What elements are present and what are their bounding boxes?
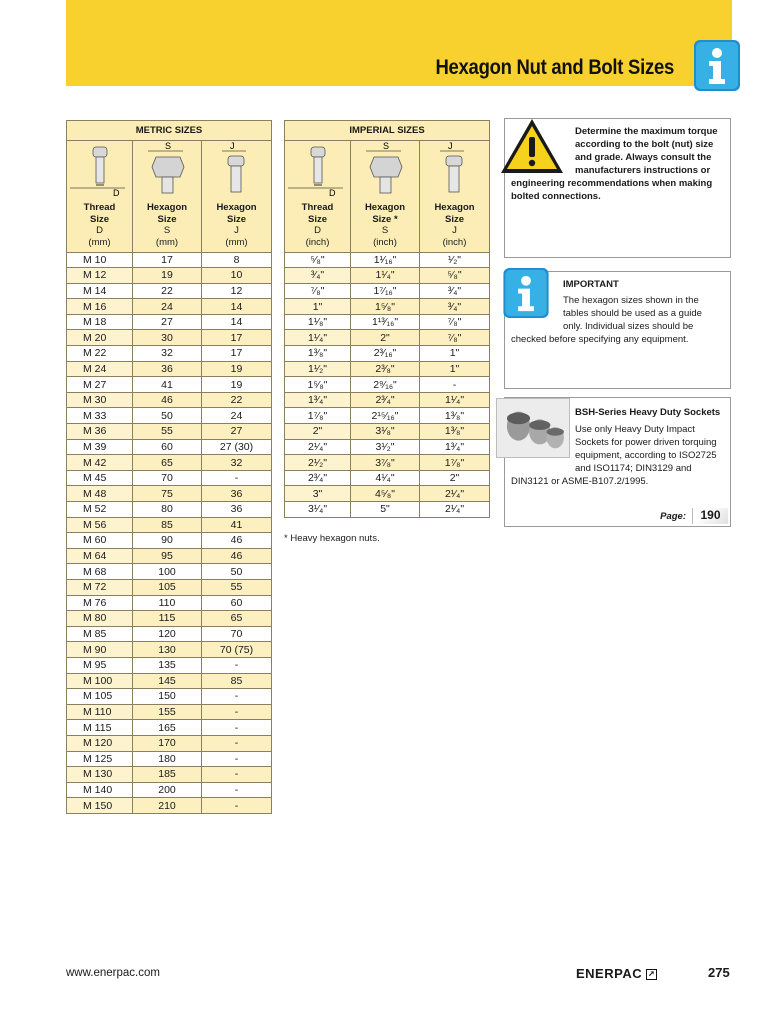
table-cell: 110 <box>133 595 202 611</box>
important-line: tables should be used as a guide <box>563 308 702 319</box>
table-cell: M 60 <box>67 533 133 549</box>
table-cell: M 140 <box>67 782 133 798</box>
table-cell: 85 <box>133 517 202 533</box>
table-cell: - <box>202 751 272 767</box>
table-cell: 1¹⁄₄" <box>285 330 351 346</box>
table-cell: ³⁄₄" <box>285 268 351 284</box>
table-cell: 19 <box>133 268 202 284</box>
table-row <box>285 252 490 268</box>
table-cell: M 85 <box>67 626 133 642</box>
dim-s-label: S <box>165 141 172 151</box>
table-cell: 2" <box>351 330 420 346</box>
table-cell: 145 <box>133 673 202 689</box>
col-hexagon-size-j: Hexagon Size J (inch) <box>420 200 490 252</box>
table-row <box>67 299 272 315</box>
table-row <box>67 330 272 346</box>
table-cell: 19 <box>202 377 272 393</box>
page-ref-label: Page: <box>660 511 686 522</box>
table-cell: 30 <box>133 330 202 346</box>
table-row <box>285 283 490 299</box>
table-row <box>67 782 272 798</box>
table-cell: 130 <box>133 642 202 658</box>
table-cell: 27 (30) <box>202 439 272 455</box>
table-cell: 210 <box>133 798 202 814</box>
table-cell: 65 <box>202 611 272 627</box>
table-cell: ⁷⁄₈" <box>285 283 351 299</box>
table-cell: 150 <box>133 689 202 705</box>
info-icon <box>501 266 551 320</box>
table-cell: 1" <box>285 299 351 315</box>
table-row <box>285 268 490 284</box>
table-cell: M 52 <box>67 502 133 518</box>
thread-diagram-icon <box>285 141 351 201</box>
bsh-line: Use only Heavy Duty Impact <box>575 424 695 435</box>
socket-photo <box>496 398 570 458</box>
table-row <box>285 377 490 393</box>
table-row <box>285 486 490 502</box>
table-cell: 60 <box>133 439 202 455</box>
table-cell: M 95 <box>67 657 133 673</box>
table-row <box>67 470 272 486</box>
imperial-sizes-table <box>284 120 490 518</box>
table-cell: 1³⁄₄" <box>420 439 490 455</box>
bsh-line: DIN3121 or ASME-B107.2/1995. <box>511 476 649 487</box>
table-cell: 17 <box>133 252 202 268</box>
table-cell: 55 <box>133 424 202 440</box>
table-row <box>285 455 490 471</box>
table-row <box>67 751 272 767</box>
table-cell: 1¹⁄₄" <box>351 268 420 284</box>
table-row <box>67 767 272 783</box>
table-cell: 1⁷⁄₁₆" <box>351 283 420 299</box>
important-line: only. Individual sizes should be <box>563 321 694 332</box>
table-row <box>67 314 272 330</box>
table-row <box>67 392 272 408</box>
table-row <box>67 798 272 814</box>
table-row <box>285 314 490 330</box>
table-cell: 14 <box>202 314 272 330</box>
table-cell: M 120 <box>67 735 133 751</box>
table-cell: 17 <box>202 346 272 362</box>
brand-logo: ENERPAC ➚ <box>576 966 656 981</box>
warning-line: according to the bolt (nut) size <box>575 139 714 150</box>
col-thread-size: Thread Size D (mm) <box>67 200 133 252</box>
table-cell: M 64 <box>67 548 133 564</box>
table-cell: 32 <box>202 455 272 471</box>
table-cell: ¹⁄₂" <box>420 252 490 268</box>
thread-diagram-icon <box>67 141 133 201</box>
table-row <box>67 626 272 642</box>
table-cell: 36 <box>133 361 202 377</box>
socket-bolt-diagram-icon <box>420 141 490 201</box>
table-row <box>285 330 490 346</box>
table-cell: 70 (75) <box>202 642 272 658</box>
table-cell: 17 <box>202 330 272 346</box>
table-cell: - <box>202 735 272 751</box>
table-cell: M 36 <box>67 424 133 440</box>
table-cell: 75 <box>133 486 202 502</box>
table-cell: 4¹⁄₄" <box>351 470 420 486</box>
table-cell: M 14 <box>67 283 133 299</box>
table-cell: 1¹³⁄₁₆" <box>351 314 420 330</box>
table-row <box>285 392 490 408</box>
table-cell: 1¹⁄₁₆" <box>351 252 420 268</box>
table-cell: 10 <box>202 268 272 284</box>
bsh-line: Sockets for power driven torquing <box>575 437 717 448</box>
table-cell: 1³⁄₈" <box>285 346 351 362</box>
table-cell: 1⁵⁄₈" <box>285 377 351 393</box>
table-cell: 2⁹⁄₁₆" <box>351 377 420 393</box>
table-cell: M 110 <box>67 704 133 720</box>
table-cell: ⁵⁄₈" <box>285 252 351 268</box>
hex-bolt-diagram-icon <box>133 141 202 201</box>
warning-line: manufacturers instructions or <box>575 165 711 176</box>
col-hexagon-size-j: Hexagon Size J (mm) <box>202 200 272 252</box>
table-cell: M 80 <box>67 611 133 627</box>
table-cell: M 10 <box>67 252 133 268</box>
table-row <box>67 424 272 440</box>
table-row <box>67 564 272 580</box>
table-cell: 170 <box>133 735 202 751</box>
table-cell: 2¹⁄₄" <box>420 502 490 518</box>
table-row <box>67 720 272 736</box>
table-cell: 14 <box>202 299 272 315</box>
table-cell: 46 <box>202 548 272 564</box>
table-cell: 70 <box>202 626 272 642</box>
table-cell: 2³⁄₄" <box>285 470 351 486</box>
table-cell: M 105 <box>67 689 133 705</box>
table-cell: 46 <box>202 533 272 549</box>
table-cell: - <box>202 657 272 673</box>
important-box <box>504 271 731 389</box>
table-cell: ⁵⁄₈" <box>420 268 490 284</box>
table-cell: 90 <box>133 533 202 549</box>
table-cell: M 115 <box>67 720 133 736</box>
col-thread-size: Thread Size D (inch) <box>285 200 351 252</box>
table-row <box>67 439 272 455</box>
table-row <box>67 673 272 689</box>
table-cell: 8 <box>202 252 272 268</box>
table-cell: 3¹⁄₈" <box>351 424 420 440</box>
table-cell: M 48 <box>67 486 133 502</box>
table-cell: 70 <box>133 470 202 486</box>
table-cell: 100 <box>133 564 202 580</box>
table-cell: 41 <box>202 517 272 533</box>
table-row <box>67 346 272 362</box>
table-cell: 2¹⁄₄" <box>285 439 351 455</box>
table-cell: 2³⁄₁₆" <box>351 346 420 362</box>
table-cell: M 72 <box>67 579 133 595</box>
table-row <box>285 424 490 440</box>
table-cell: 180 <box>133 751 202 767</box>
table-cell: 1⁷⁄₈" <box>420 455 490 471</box>
table-cell: 36 <box>202 502 272 518</box>
table-cell: 1⁷⁄₈" <box>285 408 351 424</box>
table-row <box>67 486 272 502</box>
table-cell: - <box>202 470 272 486</box>
table-cell: ³⁄₄" <box>420 299 490 315</box>
table-cell: ⁷⁄₈" <box>420 330 490 346</box>
table-cell: 120 <box>133 626 202 642</box>
table-cell: M 76 <box>67 595 133 611</box>
dim-j-label: J <box>448 141 453 151</box>
table-cell: M 56 <box>67 517 133 533</box>
logo-mark-icon: ➚ <box>648 969 656 979</box>
info-icon <box>692 38 742 93</box>
table-row <box>67 252 272 268</box>
table-cell: ³⁄₄" <box>420 283 490 299</box>
table-cell: 85 <box>202 673 272 689</box>
table-cell: 2¹⁄₄" <box>420 486 490 502</box>
table-row <box>67 377 272 393</box>
table-cell: 1¹⁄₄" <box>420 392 490 408</box>
table-cell: 1¹⁄₈" <box>285 314 351 330</box>
dim-s-label: S <box>383 141 390 151</box>
table-cell: 27 <box>202 424 272 440</box>
bsh-sockets-box <box>504 397 731 527</box>
table-row <box>67 533 272 549</box>
table-cell: 2³⁄₈" <box>351 361 420 377</box>
table-cell: M 24 <box>67 361 133 377</box>
table-row <box>285 439 490 455</box>
table-row <box>67 735 272 751</box>
table-cell: 1³⁄₈" <box>420 424 490 440</box>
table-cell: M 150 <box>67 798 133 814</box>
table-cell: 46 <box>133 392 202 408</box>
table-cell: 12 <box>202 283 272 299</box>
footer-url-link[interactable]: www.enerpac.com <box>66 967 160 979</box>
table-cell: 65 <box>133 455 202 471</box>
warning-line: engineering recommendations when making <box>511 178 713 189</box>
page-title: Hexagon Nut and Bolt Sizes <box>435 56 674 79</box>
table-cell: 115 <box>133 611 202 627</box>
warning-triangle-icon <box>497 115 567 177</box>
table-row <box>285 408 490 424</box>
table-cell: M 18 <box>67 314 133 330</box>
table-cell: 185 <box>133 767 202 783</box>
warning-line: bolted connections. <box>511 191 601 202</box>
table-cell: 41 <box>133 377 202 393</box>
warning-line: Determine the maximum torque <box>575 126 718 137</box>
table-cell: M 90 <box>67 642 133 658</box>
table-row <box>67 268 272 284</box>
table-cell: M 45 <box>67 470 133 486</box>
table-row <box>285 299 490 315</box>
table-cell: 36 <box>202 486 272 502</box>
page-number: 275 <box>708 965 730 980</box>
table-cell: 1³⁄₄" <box>285 392 351 408</box>
table-cell: M 125 <box>67 751 133 767</box>
metric-sizes-table <box>66 120 272 814</box>
table-cell: - <box>202 782 272 798</box>
table-cell: 5" <box>351 502 420 518</box>
important-line: The hexagon sizes shown in the <box>563 295 699 306</box>
table-cell: 3⁷⁄₈" <box>351 455 420 471</box>
table-cell: M 30 <box>67 392 133 408</box>
table-row <box>67 611 272 627</box>
table-cell: 165 <box>133 720 202 736</box>
table-cell: 2¹⁄₂" <box>285 455 351 471</box>
table-cell: 60 <box>202 595 272 611</box>
table-cell: 3¹⁄₄" <box>285 502 351 518</box>
table-cell: M 68 <box>67 564 133 580</box>
table-cell: 1¹⁄₂" <box>285 361 351 377</box>
bsh-line: equipment, according to ISO2725 <box>575 450 717 461</box>
table-cell: M 12 <box>67 268 133 284</box>
dim-d-label: D <box>329 188 336 197</box>
table-row <box>67 283 272 299</box>
table-cell: M 130 <box>67 767 133 783</box>
hex-bolt-diagram-icon <box>351 141 420 201</box>
table-cell: 24 <box>202 408 272 424</box>
table-cell: M 20 <box>67 330 133 346</box>
imperial-footnote: * Heavy hexagon nuts. <box>284 533 380 544</box>
dim-d-label: D <box>113 188 120 197</box>
table-cell: 200 <box>133 782 202 798</box>
table-row <box>67 502 272 518</box>
table-cell: 32 <box>133 346 202 362</box>
metric-caption: METRIC SIZES <box>67 121 272 141</box>
table-row <box>285 361 490 377</box>
important-line: checked before specifying any equipment. <box>511 334 689 345</box>
table-cell: 1" <box>420 361 490 377</box>
table-cell: 2³⁄₄" <box>351 392 420 408</box>
table-cell: 1³⁄₈" <box>420 408 490 424</box>
table-cell: M 42 <box>67 455 133 471</box>
table-cell: M 39 <box>67 439 133 455</box>
table-cell: 2¹⁵⁄₁₆" <box>351 408 420 424</box>
table-cell: 135 <box>133 657 202 673</box>
table-cell: ⁷⁄₈" <box>420 314 490 330</box>
table-cell: 80 <box>133 502 202 518</box>
table-row <box>67 657 272 673</box>
page-reference[interactable] <box>660 508 728 524</box>
bsh-title: BSH-Series Heavy Duty Sockets <box>575 407 721 418</box>
table-cell: 22 <box>133 283 202 299</box>
warning-line: and grade. Always consult the <box>575 152 712 163</box>
table-row <box>67 642 272 658</box>
table-cell: M 22 <box>67 346 133 362</box>
table-row <box>67 704 272 720</box>
table-cell: 155 <box>133 704 202 720</box>
table-cell: - <box>202 767 272 783</box>
table-row <box>67 361 272 377</box>
col-hexagon-size-s: Hexagon Size * S (inch) <box>351 200 420 252</box>
table-cell: 55 <box>202 579 272 595</box>
table-row <box>67 579 272 595</box>
warning-box <box>504 118 731 258</box>
table-cell: 95 <box>133 548 202 564</box>
table-cell: 4⁵⁄₈" <box>351 486 420 502</box>
table-row <box>285 346 490 362</box>
table-row <box>67 408 272 424</box>
table-row <box>285 470 490 486</box>
bsh-line: and ISO1174; DIN3129 and <box>575 463 692 474</box>
table-cell: 27 <box>133 314 202 330</box>
important-title: IMPORTANT <box>563 279 619 290</box>
table-cell: 3" <box>285 486 351 502</box>
page-ref-number[interactable]: 190 <box>692 508 728 524</box>
table-cell: 2" <box>285 424 351 440</box>
table-cell: 2" <box>420 470 490 486</box>
table-cell: 1⁵⁄₈" <box>351 299 420 315</box>
table-cell: 24 <box>133 299 202 315</box>
table-cell: M 27 <box>67 377 133 393</box>
table-row <box>67 455 272 471</box>
table-row <box>285 502 490 518</box>
socket-bolt-diagram-icon <box>202 141 272 201</box>
table-cell: - <box>420 377 490 393</box>
table-row <box>67 689 272 705</box>
dim-j-label: J <box>230 141 235 151</box>
table-cell: M 16 <box>67 299 133 315</box>
table-cell: M 100 <box>67 673 133 689</box>
table-cell: M 33 <box>67 408 133 424</box>
table-cell: 50 <box>133 408 202 424</box>
table-row <box>67 595 272 611</box>
table-cell: 19 <box>202 361 272 377</box>
table-cell: 3¹⁄₂" <box>351 439 420 455</box>
table-row <box>67 548 272 564</box>
table-cell: 22 <box>202 392 272 408</box>
table-cell: - <box>202 720 272 736</box>
table-cell: - <box>202 798 272 814</box>
table-row <box>67 517 272 533</box>
table-cell: - <box>202 704 272 720</box>
table-cell: 50 <box>202 564 272 580</box>
table-cell: 1" <box>420 346 490 362</box>
table-cell: - <box>202 689 272 705</box>
col-hexagon-size-s: Hexagon Size S (mm) <box>133 200 202 252</box>
table-cell: 105 <box>133 579 202 595</box>
imperial-caption: IMPERIAL SIZES <box>285 121 490 141</box>
